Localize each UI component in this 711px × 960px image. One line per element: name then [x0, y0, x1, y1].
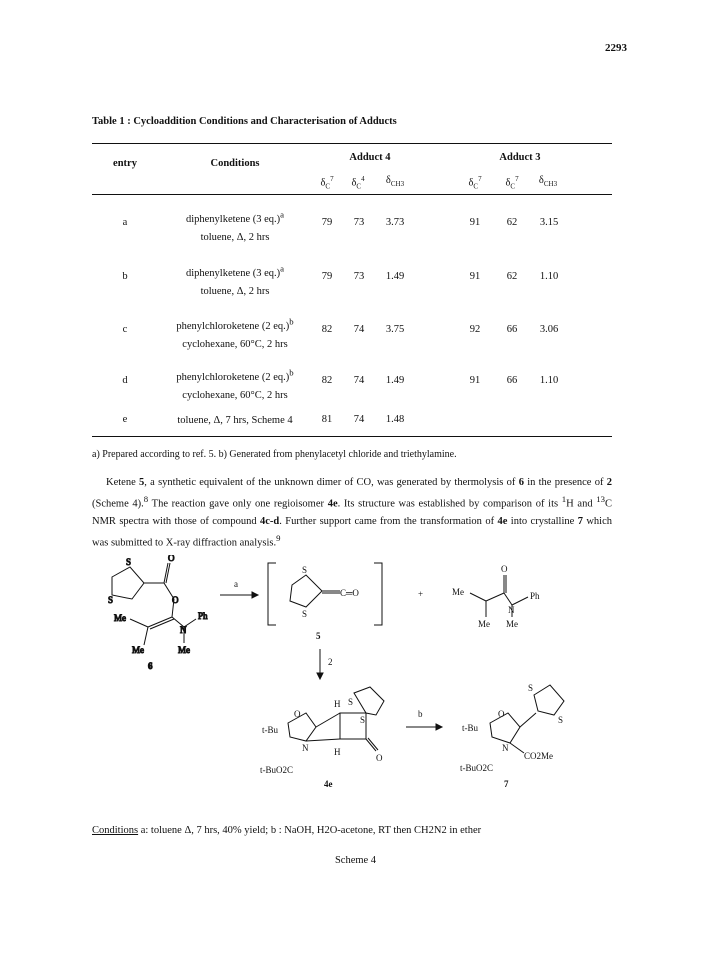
p-seg: Ketene — [106, 477, 139, 488]
table-footnote: a) Prepared according to ref. 5. b) Generated from phenylacetyl chloride and triethylamine. — [92, 449, 457, 460]
compound-5-structure — [268, 563, 382, 625]
subheader-a4-c4: $\delta_C^4$ — [351, 175, 365, 191]
row-d-v5: 1.10 — [539, 375, 559, 386]
p-seg: The reaction gave only one regioisomer — [148, 498, 328, 510]
c2-me1: Me — [452, 587, 464, 597]
row-d-v1: 74 — [353, 375, 365, 386]
c7-s1: S — [528, 683, 534, 693]
row-a-v3: 91 — [469, 217, 481, 228]
p-cite: 8 — [143, 494, 149, 504]
arrow-a-head — [252, 592, 258, 598]
row-e-conditions: toluene, Δ, 7 hrs, Scheme 4 — [177, 415, 293, 426]
c6-s2: S — [108, 595, 114, 605]
row-d-v3: 91 — [469, 375, 481, 386]
p-ref: 4e — [497, 515, 508, 527]
p-ref: 6 — [518, 477, 524, 488]
label-compound-5: 5 — [316, 631, 321, 641]
p-sup: 1 — [561, 494, 567, 504]
c6-n: N — [180, 625, 187, 635]
row-a-v0: 79 — [321, 217, 333, 228]
row-a-conditions — [150, 205, 320, 247]
row-a-cond2: toluene, Δ, 2 hrs — [200, 231, 270, 243]
arrow-2-label: 2 — [328, 657, 333, 667]
row-c-cond2: cyclohexane, 60°C, 2 hrs — [182, 338, 288, 350]
p-ref: 5 — [139, 477, 145, 488]
row-c-v4: 66 — [506, 324, 518, 335]
row-c-v5: 3.06 — [539, 324, 559, 335]
c4e-tbu: t-Bu — [262, 725, 279, 735]
row-b-v5: 1.10 — [539, 271, 559, 282]
p-seg: , a synthetic equivalent of the unknown dimer of CO, was generated by thermolysis of — [144, 477, 519, 488]
row-a-v1: 73 — [353, 217, 365, 228]
scheme-conditions — [92, 825, 481, 836]
row-c-v2: 3.75 — [385, 324, 405, 335]
header-adduct4: Adduct 4 — [349, 152, 391, 163]
row-c-v0: 82 — [321, 324, 333, 335]
c7-tbu: t-Bu — [462, 723, 479, 733]
conditions-heading: Conditions — [92, 825, 139, 836]
subheader-a3-c7: $\delta_C^7$ — [468, 175, 482, 191]
label-compound-7: 7 — [504, 779, 509, 789]
row-a-cond1 — [150, 205, 320, 229]
table-top-rule — [92, 143, 612, 144]
row-e-v1: 74 — [353, 414, 365, 425]
c7-tbuo2c: t-BuO2C — [460, 763, 494, 773]
table-caption: Table 1 : Cycloaddition Conditions and Characterisation of Adducts — [92, 116, 397, 127]
header-conditions: Conditions — [210, 158, 260, 169]
c7-n: N — [502, 743, 509, 753]
row-c-v1: 74 — [353, 324, 365, 335]
row-c-conditions — [150, 312, 320, 354]
c4e-o2: O — [376, 753, 383, 763]
row-b-v3: 91 — [469, 271, 481, 282]
c4e-s2: S — [360, 715, 366, 725]
p-ref: 4e — [327, 498, 338, 510]
row-c-cond1-text: phenylchloroketene (2 eq.)$^b$ — [176, 316, 294, 332]
c6-o1: O — [168, 555, 175, 563]
p-ref: 4c-d — [260, 515, 280, 527]
page-number: 2293 — [605, 42, 627, 54]
row-e-entry: e — [122, 414, 128, 425]
c7-o: O — [498, 709, 505, 719]
row-d-v4: 66 — [506, 375, 518, 386]
scheme-title: Scheme 4 — [334, 855, 377, 866]
header-adduct3: Adduct 3 — [499, 152, 541, 163]
c6-ph: Ph — [198, 611, 208, 621]
p-seg: in the presence of — [523, 477, 607, 488]
row-d-v0: 82 — [321, 375, 333, 386]
c4e-h1: H — [334, 699, 341, 709]
c2-n: N — [508, 605, 515, 615]
row-c-v3: 92 — [469, 324, 481, 335]
arrow-b-label: b — [418, 709, 423, 719]
row-c-entry: c — [122, 324, 128, 335]
compound-2-structure — [470, 575, 528, 617]
row-a-v5: 3.15 — [539, 217, 559, 228]
c2-me2: Me — [478, 619, 490, 629]
p-seg: . Its structure was established by comparison of its — [337, 498, 562, 510]
c4e-o: O — [294, 709, 301, 719]
scheme-4-drawing — [92, 555, 612, 815]
row-b-entry: b — [122, 271, 128, 282]
c2-o: O — [501, 564, 508, 574]
c4e-tbuo2c: t-BuO2C — [260, 765, 294, 775]
c2-ph: Ph — [530, 591, 540, 601]
row-d-cond1-text: phenylchloroketene (2 eq.)$^b$ — [176, 367, 294, 383]
c7-co2me: CO2Me — [524, 751, 553, 761]
body-paragraph — [92, 474, 612, 551]
row-b-cond1-text: diphenylketene (3 eq.)$^a$ — [185, 263, 285, 279]
c6-s1: S — [126, 557, 132, 567]
row-b-v4: 62 — [506, 271, 518, 282]
row-c-cond1 — [150, 312, 320, 336]
p-seg: . Further support came from the transformation of — [279, 515, 498, 527]
c5-s1: S — [302, 565, 308, 575]
c7-s2: S — [558, 715, 564, 725]
row-b-v0: 79 — [321, 271, 333, 282]
arrow-2-head — [317, 673, 323, 679]
row-b-v1: 73 — [353, 271, 365, 282]
row-e-v2: 1.48 — [385, 414, 405, 425]
row-a-cond1-text: diphenylketene (3 eq.)$^a$ — [185, 209, 285, 225]
p-seg: H and — [566, 498, 597, 510]
row-a-v4: 62 — [506, 217, 518, 228]
row-d-v2: 1.49 — [385, 375, 405, 386]
row-b-conditions — [150, 259, 320, 301]
header-entry: entry — [113, 158, 137, 169]
c2-me3: Me — [506, 619, 518, 629]
row-d-cond2: cyclohexane, 60°C, 2 hrs — [182, 389, 288, 401]
row-b-v2: 1.49 — [385, 271, 405, 282]
subheader-a3-c7b: $\delta_C^7$ — [505, 175, 519, 191]
p-seg: C NMR spectra with those of compound — [92, 498, 613, 527]
conditions-text: a: toluene Δ, 7 hrs, 40% yield; b : NaOH, H2O-acetone, RT then CH2N2 in ether — [138, 825, 482, 836]
subheader-a3-ch3: $\delta_{CH3}$ — [538, 175, 558, 189]
c6-me3: Me — [178, 645, 190, 655]
c4e-n: N — [302, 743, 309, 753]
row-b-cond1 — [150, 259, 320, 283]
row-d-cond1 — [150, 363, 320, 387]
arrow-b-head — [436, 724, 442, 730]
p-sup: 13 — [596, 494, 605, 504]
row-a-entry: a — [122, 217, 128, 228]
c6-o2: O — [172, 595, 179, 605]
subheader-a4-c7: $\delta_C^7$ — [320, 175, 334, 191]
p-ref: 2 — [606, 477, 612, 488]
p-cite: 9 — [276, 532, 281, 543]
c4e-h2: H — [334, 747, 341, 757]
plus-sign: + — [418, 589, 424, 599]
c6-me2: Me — [132, 645, 144, 655]
p-seg: into crystalline — [507, 515, 578, 527]
compound-4e-structure — [288, 687, 384, 751]
c5-ceqo: C═O — [340, 588, 359, 598]
p-seg: which was submitted to X-ray diffraction analysis. — [92, 515, 613, 548]
arrow-a-label: a — [234, 579, 238, 589]
subheader-a4-ch3: $\delta_{CH3}$ — [385, 175, 405, 189]
label-compound-4e: 4e — [324, 779, 333, 789]
c6-me1: Me — [114, 613, 126, 623]
row-d-conditions — [150, 363, 320, 405]
c4e-s1: S — [348, 697, 354, 707]
row-a-v2: 3.73 — [385, 217, 405, 228]
row-d-entry: d — [122, 375, 128, 386]
row-e-v0: 81 — [321, 414, 333, 425]
p-ref: 7 — [577, 515, 583, 527]
table-bottom-rule — [92, 436, 612, 437]
p-seg: (Scheme 4). — [92, 498, 144, 510]
row-b-cond2: toluene, Δ, 2 hrs — [200, 285, 270, 297]
label-compound-6: 6 — [148, 661, 153, 671]
c5-s2: S — [302, 609, 308, 619]
table-header-rule — [92, 194, 612, 195]
